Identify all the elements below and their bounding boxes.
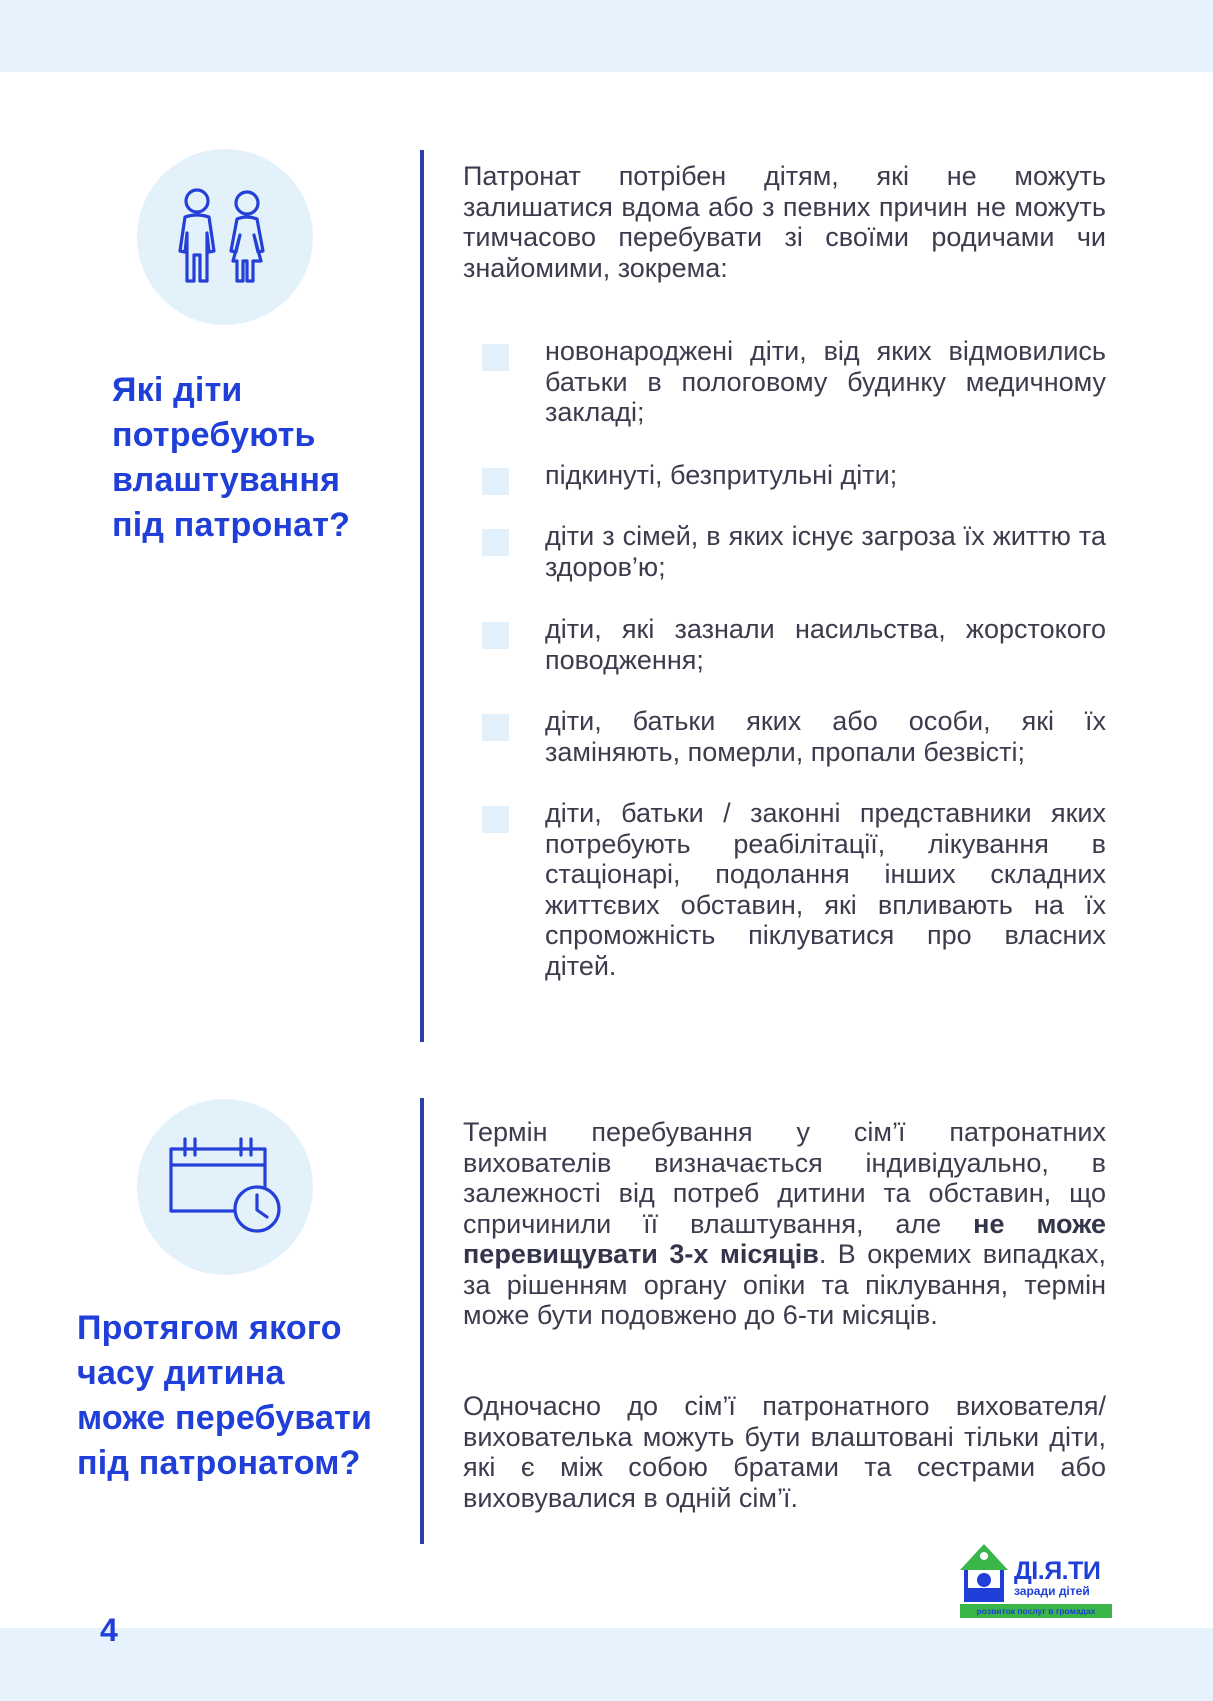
section1-question-line: Які діти (112, 371, 243, 409)
section2-question (77, 1306, 417, 1486)
list-item: підкинуті, безпритульні діти; (482, 460, 1106, 491)
list-item: діти з сімей, в яких існує загроза їх життю та здоров’ю; (482, 521, 1106, 582)
section2-question-line: може перебувати (77, 1399, 373, 1437)
section2-paragraph-2: Одночасно до сім’ї патронатного вихователя/вихователька можуть бути влаштовані тільки діти, які є між собою братами та сестрами або виховувалися в одній сім’ї. (463, 1391, 1106, 1513)
list-item: діти, які зазнали насильства, жорстокого поводження; (482, 614, 1106, 675)
bullet-square-icon (482, 529, 509, 556)
house-logo-icon (956, 1540, 1016, 1606)
section1-divider (420, 150, 424, 1042)
bullet-square-icon (482, 468, 509, 495)
section2-divider (420, 1098, 424, 1544)
section2-question-line: під патронатом? (77, 1444, 361, 1482)
logo-title: ДІ.Я.ТИ (1014, 1557, 1101, 1585)
logo-tagline: розвиток послуг в громадах (960, 1604, 1112, 1618)
bullet-square-icon (482, 622, 509, 649)
section1-question-line: потребують (112, 416, 316, 454)
section1-intro: Патронат потрібен дітям, які не можуть залишатися вдома або з певних причин не можуть тимчасово перебувати зі своїми родичами чи знайомими, зокрема: (463, 161, 1106, 283)
max-term-highlight: не може перевищувати 3-х місяців (463, 1208, 1106, 1269)
logo-subtitle: заради дітей (1014, 1584, 1090, 1598)
children-icon (137, 149, 313, 325)
section2-paragraph-1: Термін перебування у сім’ї патронатних вихователів визначається індивідуально, в залежності від потреб дитини та обставин, що спричинили її влаштування, але не може перевищувати 3-х місяців. В окремих випадках, за рішенням органу опіки та піклування, термін може бути подовжено до 6-ти місяців. (463, 1117, 1106, 1330)
top-band (0, 0, 1213, 72)
section2-question-line: часу дитина (77, 1354, 285, 1392)
organization-logo (956, 1540, 1116, 1624)
list-item: новонароджені діти, від яких відмовились батьки в пологовому будинку медичному закладі; (482, 336, 1106, 428)
list-item: діти, батьки / законні представники яких потребують реабілітації, лікування в стаціонарі, подолання інших складних життєвих обставин, які впливають на їх спроможність піклуватися про власних дітей. (482, 798, 1106, 981)
section1-bullet-list (482, 336, 1106, 981)
section2-question-line: Протягом якого (77, 1309, 342, 1347)
page-number: 4 (100, 1612, 118, 1648)
list-item: діти, батьки яких або особи, які їх заміняють, померли, пропали безвісті; (482, 706, 1106, 767)
bullet-square-icon (482, 714, 509, 741)
section1-question (112, 368, 412, 548)
bottom-band (0, 1628, 1213, 1701)
section1-question-line: влаштування (112, 461, 341, 499)
calendar-clock-icon (137, 1099, 313, 1275)
section1-question-line: під патронат? (112, 506, 351, 544)
bullet-square-icon (482, 344, 509, 371)
bullet-square-icon (482, 806, 509, 833)
